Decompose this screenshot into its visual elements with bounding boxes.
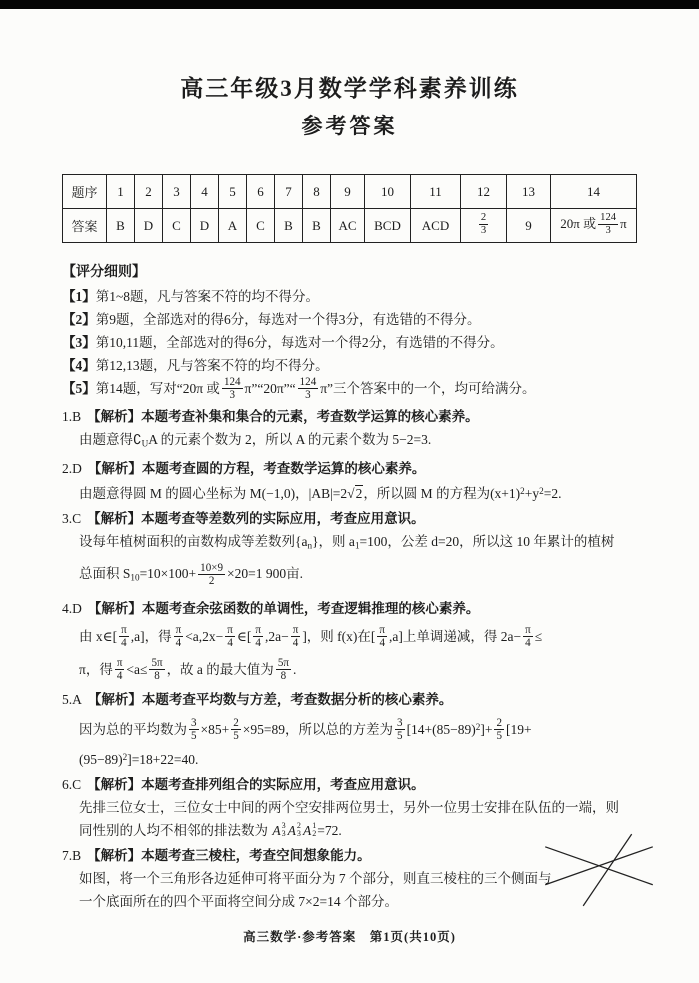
fraction: $\frac{\pi}{4}$: [292, 623, 299, 649]
answer-cell: BCD: [365, 209, 411, 243]
solution-block-2: [62, 457, 639, 505]
extended-triangle-figure: [541, 832, 657, 908]
fraction: $\frac{\pi}{4}$: [116, 656, 123, 682]
permutation-symbol: A 2 3: [287, 820, 301, 839]
fraction: $\frac{\pi}{4}$: [379, 623, 386, 649]
answer-table: [62, 174, 637, 243]
solution-line: π，得 $\frac{\pi}{4}$ <a≤ $\frac{5\pi}{8}$ ，故 a 的最大值为 $\frac{5\pi}{8}$ .: [79, 656, 297, 682]
rule-tag: 【2】: [62, 312, 96, 327]
page-title: 高三年级3月数学学科素养训练: [180, 76, 519, 101]
fraction: $\frac{124}{3}$: [600, 212, 617, 236]
permutation-symbol: A 1 2: [302, 820, 317, 839]
question-number-cell: 6: [247, 175, 275, 209]
question-number-cell: 7: [275, 175, 303, 209]
fraction: $\frac{\pi}{4}$: [121, 623, 127, 649]
fraction: $\frac{124}{3}$: [299, 376, 317, 402]
solution-block-5: [62, 688, 639, 771]
solution-line: 因为总的平均数为 $\frac{3}{5}$ ×85+ $\frac{2}{5}$ ×95=89，所以总的方差为 $\frac{3}{5}$ $[14+(85-89)^2]+$ $\frac{2}{5}$ [19+: [79, 716, 532, 743]
answer-cell: B: [107, 209, 135, 243]
solution-block-4: [62, 597, 639, 686]
scoring-rule-item: 【4】第12,13题，凡与答案不符的均不得分。: [62, 358, 329, 373]
answer-cell: AC: [331, 209, 365, 243]
solution-line: 如图，将一个三角形各边延伸可将平面分为 7 个部分，则直三棱柱的三个侧面与: [79, 870, 552, 886]
page-content: [62, 261, 639, 913]
solution-heading: 【解析】本题考查等差数列的实际应用，考查应用意识。: [87, 510, 425, 526]
solution-line: 由题意得圆 M 的圆心坐标为 M(−1,0)，|AB|=2√2，所以圆 M 的方程为$(x+1)^2+y^2=2$.: [79, 485, 562, 501]
answer-cell: D: [191, 209, 219, 243]
solution-line: 总面积 $S_{10}=10\times 100+$ $\frac{10\times 9}{2}$ ×20=1 900亩.: [79, 561, 303, 587]
solution-block-7: [62, 844, 639, 913]
permutation-symbol: A 3 3: [272, 820, 286, 839]
rule-tag: 【4】: [62, 358, 96, 373]
solution-heading: 【解析】本题考查平均数与方差，考查数据分析的核心素养。: [87, 691, 453, 707]
solution-line: 同性别的人均不相邻的排法数为 A 3 3 A 2 3 A 1 2 =72.: [62, 819, 639, 842]
fraction: $\frac{3}{5}$: [191, 716, 197, 743]
solution-block-1: [62, 405, 639, 455]
solution-label: 4.D: [62, 600, 82, 616]
answer-cell: [461, 209, 507, 243]
fraction: $\frac{3}{5}$: [397, 716, 403, 743]
answer-cell: D: [135, 209, 163, 243]
row-label-question-number: 题序: [63, 175, 107, 209]
scoring-rules-heading: 【评分细则】: [62, 265, 146, 280]
fraction: $\frac{\pi}{4}$: [175, 623, 182, 649]
rule-tag: 【5】: [62, 381, 96, 396]
question-number-cell: 5: [219, 175, 247, 209]
solution-label: 7.B: [62, 847, 82, 863]
fraction: $\frac{5\pi}{8}$: [151, 656, 163, 682]
solution-heading: 【解析】本题考查三棱柱，考查空间想象能力。: [87, 847, 371, 863]
row-label-answer: 答案: [63, 209, 107, 243]
solution-label: 1.B: [62, 408, 82, 424]
question-number-cell: 13: [507, 175, 551, 209]
solution-line: $(95-89)^2]=18+22=40$.: [79, 751, 199, 767]
question-number-cell: 14: [551, 175, 637, 209]
fraction: $\frac{124}{3}$: [223, 376, 241, 402]
solution-heading: 【解析】本题考查排列组合的实际应用，考查应用意识。: [87, 776, 425, 792]
question-number-cell: 9: [331, 175, 365, 209]
answer-cell: ACD: [411, 209, 461, 243]
solution-label: 3.C: [62, 510, 82, 526]
solution-heading: 【解析】本题考查圆的方程，考查数学运算的核心素养。: [87, 460, 426, 476]
answer-cell: B: [303, 209, 331, 243]
scoring-rule-item: 【3】第10,11题，全部选对的得6分，每选对一个得2分，有选错的不得分。: [62, 335, 504, 350]
answer-cell: 9: [507, 209, 551, 243]
fraction: $\frac{\pi}{4}$: [255, 623, 261, 649]
figure-line: [583, 834, 632, 906]
answer-cell: A: [219, 209, 247, 243]
scan-top-edge: [0, 0, 699, 9]
fraction: $\frac{2}{5}$: [233, 716, 239, 743]
scoring-rule-item: 【1】第1~8题，凡与答案不符的均不得分。: [62, 289, 320, 304]
rule-tag: 【3】: [62, 335, 96, 350]
fraction: $\frac{2}{3}$: [480, 212, 487, 236]
scoring-rule-item: 【5】第14题，写对“20π 或 $\frac{124}{3}$ π”“20π”“ $\frac{124}{3}$ π”三个答案中的一个，均可给满分。: [62, 376, 536, 402]
answer-cell: 20π 或 $\frac{124}{3}$ π: [551, 209, 637, 243]
answer-cell: C: [247, 209, 275, 243]
question-number-cell: 10: [365, 175, 411, 209]
solution-label: 2.D: [62, 460, 82, 476]
rule-tag: 【1】: [62, 289, 96, 304]
page-footer: 高三数学·参考答案 第1页(共10页): [243, 930, 456, 944]
fraction: $\frac{2}{5}$: [496, 716, 503, 743]
solution-label: 5.A: [62, 691, 82, 707]
solution-line: 由 x∈[ $\frac{\pi}{4}$ ,a]，得 $\frac{\pi}{4}$ <a,2x− $\frac{\pi}{4}$ ∈[ $\frac{\pi}{4}$ ,2a− $\frac{\pi}{4}$ ]，则 f(x)在[ $\frac{\pi}{4}$ ,a]上单调递减，得 2a− $\frac{\pi}{4}$ ≤: [79, 623, 543, 649]
question-number-cell: 8: [303, 175, 331, 209]
answer-cell: B: [275, 209, 303, 243]
question-number-cell: 12: [461, 175, 507, 209]
solution-block-3: [62, 507, 639, 595]
question-number-cell: 2: [135, 175, 163, 209]
solution-label: 6.C: [62, 776, 82, 792]
solution-line: 一个底面所在的四个平面将空间分成 7×2=14 个部分。: [79, 893, 398, 909]
solution-heading: 【解析】本题考查余弦函数的单调性，考查逻辑推理的核心素养。: [87, 600, 480, 616]
solution-line: 由题意得$∁_UA$ 的元素个数为 2，所以 A 的元素个数为 5−2=3.: [79, 431, 432, 448]
fraction: $\frac{10\times 9}{2}$: [200, 561, 223, 587]
solution-line: 设每年植树面积的亩数构成等差数列$\{a_n\}$，则 $a_1=100$，公差 d=20，所以这 10 年累计的植树: [79, 533, 615, 551]
solution-line: 先排三位女士，三位女士中间的两个空安排两位男士，另外一位男士安排在队伍的一端，则: [79, 799, 619, 815]
answer-cell: C: [163, 209, 191, 243]
fraction: $\frac{\pi}{4}$: [227, 623, 233, 649]
question-number-cell: 4: [191, 175, 219, 209]
fraction: $\frac{\pi}{4}$: [525, 623, 531, 649]
question-number-cell: 3: [163, 175, 191, 209]
scoring-rules: [62, 285, 639, 403]
solution-heading: 【解析】本题考查补集和集合的元素，考查数学运算的核心素养。: [87, 408, 479, 424]
page-subtitle: 参考答案: [301, 114, 398, 138]
fraction: $\frac{5\pi}{8}$: [277, 656, 289, 682]
solutions: [62, 405, 639, 913]
scoring-rule-item: 【2】第9题，全部选对的得6分，每选对一个得3分，有选错的不得分。: [62, 312, 481, 327]
question-number-cell: 1: [107, 175, 135, 209]
question-number-cell: 11: [411, 175, 461, 209]
